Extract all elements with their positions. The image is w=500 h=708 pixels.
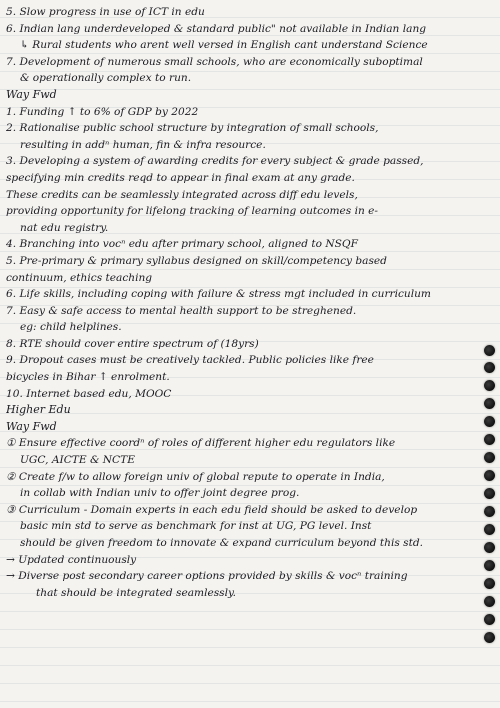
binder-hole-icon (484, 380, 495, 391)
binder-hole-icon (484, 345, 495, 356)
handwritten-notes (6, 4, 476, 601)
note-line: & operationally complex to run. (20, 72, 192, 85)
note-line: providing opportunity for lifelong tracking of learning outcomes in e- (6, 205, 379, 218)
note-line: ① Ensure effective coordⁿ of roles of different higher edu regulators like (6, 437, 396, 450)
note-line: continuum, ethics teaching (6, 271, 153, 284)
note-line: bicycles in Bihar ↑ enrolment. (6, 371, 170, 384)
note-line: basic min std to serve as benchmark for inst at UG, PG level. Inst (20, 520, 372, 533)
binder-hole-icon (484, 596, 495, 607)
binder-hole-icon (484, 452, 495, 463)
note-line: 8. RTE should cover entire spectrum of (18yrs) (6, 337, 259, 350)
note-line: 2. Rationalise public school structure by integration of small schools, (6, 122, 379, 135)
binder-hole-icon (484, 398, 495, 409)
binder-holes (480, 0, 498, 708)
note-line: ③ Curriculum - Domain experts in each edu field should be asked to develop (6, 503, 418, 516)
note-line: ↳ Rural students who arent well versed in English cant understand Science (20, 39, 428, 52)
note-line: should be given freedom to innovate & expand curriculum beyond this std. (20, 537, 423, 549)
note-line: resulting in addⁿ human, fin & infra resource. (20, 138, 266, 151)
note-line: UGC, AICTE & NCTE (20, 454, 135, 467)
note-line: These credits can be seamlessly integrated across diff edu levels, (6, 188, 358, 201)
note-line: 5. Pre-primary & primary syllabus designed on skill/competency based (6, 254, 387, 267)
binder-hole-icon (484, 632, 495, 643)
binder-hole-icon (484, 416, 495, 427)
section-heading: Higher Edu (6, 403, 71, 417)
binder-hole-icon (484, 506, 495, 517)
section-heading: Way Fwd (6, 419, 57, 433)
binder-hole-icon (484, 560, 495, 571)
note-line: in collab with Indian univ to offer joint degree prog. (20, 487, 300, 500)
note-line: → Diverse post secondary career options provided by skills & vocⁿ training (6, 570, 408, 583)
note-line: that should be integrated seamlessly. (36, 586, 236, 599)
note-line: → Updated continuously (6, 553, 137, 566)
binder-hole-icon (484, 578, 495, 589)
note-line: 7. Easy & safe access to mental health support to be streghened. (6, 304, 357, 317)
binder-hole-icon (484, 470, 495, 481)
binder-hole-icon (484, 488, 495, 499)
note-line: 7. Development of numerous small schools, who are economically suboptimal (6, 55, 423, 68)
note-line: 6. Life skills, including coping with failure & stress mgt included in curriculum (6, 288, 431, 301)
note-line: nat edu registry. (20, 221, 109, 234)
note-line: 3. Developing a system of awarding credits for every subject & grade passed, (6, 155, 424, 168)
note-line: 6. Indian lang underdeveloped & standard public" not available in Indian lang (6, 22, 427, 35)
binder-hole-icon (484, 542, 495, 553)
note-line: 9. Dropout cases must be creatively tackled. Public policies like free (6, 354, 374, 367)
note-line: ② Create f/w to allow foreign univ of global repute to operate in India, (6, 470, 385, 483)
note-line: 10. Internet based edu, MOOC (6, 387, 172, 400)
binder-hole-icon (484, 362, 495, 373)
section-heading: Way Fwd (6, 87, 57, 101)
note-line: 4. Branching into vocⁿ edu after primary school, aligned to NSQF (6, 238, 358, 251)
note-line: 1. Funding ↑ to 6% of GDP by 2022 (6, 105, 199, 118)
binder-hole-icon (484, 434, 495, 445)
binder-hole-icon (484, 524, 495, 535)
note-line: specifying min credits reqd to appear in final exam at any grade. (6, 171, 355, 184)
note-line: eg: child helplines. (20, 321, 122, 334)
note-line: 5. Slow progress in use of ICT in edu (6, 6, 205, 18)
binder-hole-icon (484, 614, 495, 625)
